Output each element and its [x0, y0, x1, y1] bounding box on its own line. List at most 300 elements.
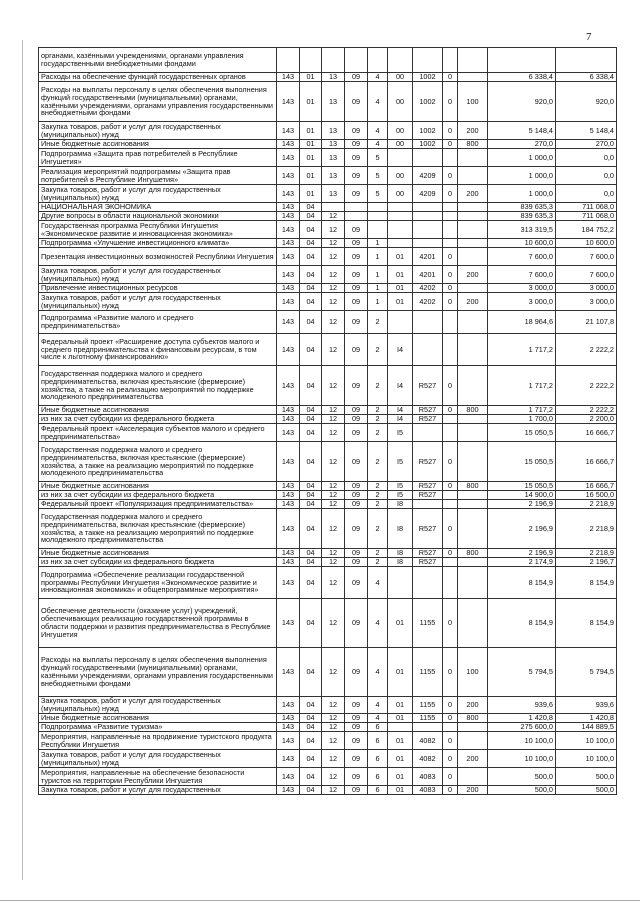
- row-code-cell: 6: [368, 750, 388, 768]
- row-code-cell: 12: [322, 311, 345, 334]
- row-code-cell: I8: [388, 509, 413, 549]
- row-code-cell: 143: [277, 212, 300, 221]
- row-code-cell: [300, 48, 322, 73]
- row-name-cell: Государственная поддержка малого и среднего предпринимательства, включая крестьянские (фермерские) хозяйства, а также на реализацию мероприятий по поддержке молодежного предпринимательства: [39, 442, 277, 482]
- page-bottom-edge: [0, 900, 640, 901]
- row-code-cell: 12: [322, 768, 345, 786]
- row-code-cell: I5: [388, 442, 413, 482]
- row-code-cell: 143: [277, 714, 300, 723]
- row-code-cell: 143: [277, 648, 300, 697]
- row-code-cell: 01: [300, 185, 322, 203]
- table-row: [39, 122, 617, 140]
- row-code-cell: 04: [300, 239, 322, 248]
- row-name-cell: Закупка товаров, работ и услуг для государственных (муниципальных) нужд: [39, 185, 277, 203]
- row-code-cell: R527: [413, 406, 443, 415]
- row-code-cell: 01: [388, 786, 413, 795]
- row-code-cell: R527: [413, 491, 443, 500]
- row-code-cell: 5: [368, 149, 388, 167]
- row-code-cell: [458, 149, 488, 167]
- row-code-cell: 12: [322, 732, 345, 750]
- row-code-cell: 0: [443, 406, 458, 415]
- row-code-cell: 0: [443, 122, 458, 140]
- row-code-cell: 200: [458, 185, 488, 203]
- row-code-cell: 2: [368, 482, 388, 491]
- row-code-cell: [345, 212, 368, 221]
- row-code-cell: 920,0: [556, 82, 617, 122]
- row-code-cell: 09: [345, 558, 368, 567]
- row-code-cell: 09: [345, 366, 368, 406]
- row-code-cell: 4: [368, 73, 388, 82]
- row-code-cell: 0: [443, 284, 458, 293]
- row-name-cell: Иные бюджетные ассигнования: [39, 549, 277, 558]
- row-code-cell: 12: [322, 786, 345, 795]
- row-code-cell: 3 000,0: [556, 284, 617, 293]
- row-code-cell: 1 700,0: [488, 415, 556, 424]
- row-code-cell: 12: [322, 221, 345, 239]
- row-code-cell: [413, 567, 443, 599]
- row-code-cell: 4: [368, 82, 388, 122]
- row-code-cell: 1 420,8: [488, 714, 556, 723]
- row-code-cell: I4: [388, 415, 413, 424]
- row-code-cell: 1002: [413, 140, 443, 149]
- row-code-cell: 200: [458, 697, 488, 714]
- table-row: [39, 732, 617, 750]
- row-code-cell: 16 500,0: [556, 491, 617, 500]
- scan-edge-line: [22, 40, 23, 880]
- row-code-cell: [443, 239, 458, 248]
- row-code-cell: 0: [443, 697, 458, 714]
- row-code-cell: 04: [300, 415, 322, 424]
- row-code-cell: R527: [413, 415, 443, 424]
- row-code-cell: [458, 73, 488, 82]
- row-code-cell: 920,0: [488, 82, 556, 122]
- row-code-cell: 7 600,0: [556, 248, 617, 266]
- row-name-cell: Подпрограмма «Развитие малого и среднего предпринимательства»: [39, 311, 277, 334]
- row-code-cell: 04: [300, 406, 322, 415]
- row-code-cell: 09: [345, 284, 368, 293]
- row-code-cell: 143: [277, 732, 300, 750]
- row-code-cell: [458, 768, 488, 786]
- row-name-cell: Закупка товаров, работ и услуг для государственных (муниципальных) нужд: [39, 697, 277, 714]
- row-code-cell: 04: [300, 714, 322, 723]
- row-code-cell: 00: [388, 167, 413, 185]
- row-code-cell: [458, 509, 488, 549]
- row-name-cell: Государственная поддержка малого и среднего предпринимательства, включая крестьянские (фермерские) хозяйства, а также на реализацию мероприятий по поддержке молодежного предпринимательства: [39, 366, 277, 406]
- row-code-cell: 100: [458, 648, 488, 697]
- row-code-cell: 13: [322, 82, 345, 122]
- row-code-cell: 800: [458, 714, 488, 723]
- row-code-cell: 04: [300, 284, 322, 293]
- row-name-cell: из них за счет субсидии из федерального бюджета: [39, 415, 277, 424]
- row-code-cell: 143: [277, 558, 300, 567]
- table-row: [39, 212, 617, 221]
- row-code-cell: 0: [443, 768, 458, 786]
- row-code-cell: 0: [443, 73, 458, 82]
- row-code-cell: 6 338,4: [488, 73, 556, 82]
- row-code-cell: 13: [322, 167, 345, 185]
- row-code-cell: 15 050,5: [488, 482, 556, 491]
- row-code-cell: 1002: [413, 73, 443, 82]
- table-row: [39, 293, 617, 311]
- row-code-cell: [458, 212, 488, 221]
- row-code-cell: 0: [443, 82, 458, 122]
- row-code-cell: [458, 567, 488, 599]
- row-code-cell: 12: [322, 366, 345, 406]
- row-code-cell: 12: [322, 406, 345, 415]
- row-code-cell: 12: [322, 239, 345, 248]
- row-code-cell: 4209: [413, 185, 443, 203]
- row-code-cell: 2: [368, 558, 388, 567]
- row-code-cell: [458, 558, 488, 567]
- row-code-cell: 5: [368, 167, 388, 185]
- row-code-cell: 2: [368, 442, 388, 482]
- table-row: [39, 750, 617, 768]
- row-code-cell: 2 218,9: [556, 509, 617, 549]
- row-code-cell: 4: [368, 697, 388, 714]
- row-code-cell: 09: [345, 500, 368, 509]
- row-name-cell: Закупка товаров, работ и услуг для государственных (муниципальных) нужд: [39, 266, 277, 284]
- table-row: [39, 697, 617, 714]
- row-code-cell: 143: [277, 599, 300, 648]
- row-name-cell: Мероприятия, направленные на обеспечение безопасности туристов на территории Республики Ингушетия: [39, 768, 277, 786]
- row-code-cell: 7 600,0: [488, 266, 556, 284]
- row-code-cell: 100: [458, 82, 488, 122]
- table-row: [39, 82, 617, 122]
- row-name-cell: Мероприятия, направленные на продвижение туристского продукта Республики Ингушетия: [39, 732, 277, 750]
- row-code-cell: [443, 334, 458, 366]
- table-row: [39, 714, 617, 723]
- table-row: [39, 406, 617, 415]
- row-code-cell: 1 000,0: [488, 149, 556, 167]
- row-code-cell: 2: [368, 500, 388, 509]
- row-code-cell: 8 154,9: [488, 599, 556, 648]
- row-code-cell: 04: [300, 558, 322, 567]
- row-code-cell: 1155: [413, 697, 443, 714]
- row-code-cell: 4202: [413, 284, 443, 293]
- row-code-cell: [388, 149, 413, 167]
- row-name-cell: Федеральный проект «Акселерация субъектов малого и среднего предпринимательства»: [39, 424, 277, 442]
- row-code-cell: 12: [322, 415, 345, 424]
- row-code-cell: 143: [277, 203, 300, 212]
- row-code-cell: 01: [388, 266, 413, 284]
- row-code-cell: 18 964,6: [488, 311, 556, 334]
- row-code-cell: 4082: [413, 750, 443, 768]
- row-code-cell: 01: [300, 167, 322, 185]
- row-code-cell: [443, 149, 458, 167]
- row-code-cell: [458, 167, 488, 185]
- row-code-cell: [458, 442, 488, 482]
- row-code-cell: 09: [345, 723, 368, 732]
- row-code-cell: 500,0: [556, 786, 617, 795]
- row-code-cell: 10 100,0: [488, 732, 556, 750]
- row-code-cell: 7 600,0: [488, 248, 556, 266]
- row-code-cell: [368, 221, 388, 239]
- row-code-cell: [458, 723, 488, 732]
- row-code-cell: 270,0: [488, 140, 556, 149]
- row-code-cell: 09: [345, 311, 368, 334]
- row-code-cell: [458, 599, 488, 648]
- row-code-cell: 4: [368, 140, 388, 149]
- table-row: [39, 221, 617, 239]
- row-name-cell: Государственная программа Республики Ингушетия «Экономическое развитие и инновационная экономика»: [39, 221, 277, 239]
- row-name-cell: Иные бюджетные ассигнования: [39, 482, 277, 491]
- row-code-cell: [556, 48, 617, 73]
- row-code-cell: 04: [300, 366, 322, 406]
- row-code-cell: I4: [388, 334, 413, 366]
- row-code-cell: 4209: [413, 167, 443, 185]
- row-name-cell: органами, казёнными учреждениями, органами управления государственными внебюджетными фондами: [39, 48, 277, 73]
- row-code-cell: 1: [368, 266, 388, 284]
- row-code-cell: 09: [345, 239, 368, 248]
- table-row: [39, 334, 617, 366]
- row-code-cell: 1002: [413, 122, 443, 140]
- row-code-cell: 800: [458, 482, 488, 491]
- row-name-cell: Иные бюджетные ассигнования: [39, 406, 277, 415]
- row-code-cell: 143: [277, 442, 300, 482]
- row-code-cell: 04: [300, 293, 322, 311]
- row-code-cell: [443, 567, 458, 599]
- row-code-cell: 0: [443, 167, 458, 185]
- row-code-cell: I4: [388, 406, 413, 415]
- row-code-cell: 12: [322, 424, 345, 442]
- row-code-cell: [413, 334, 443, 366]
- table-body: [39, 48, 617, 795]
- table-row: [39, 567, 617, 599]
- row-name-cell: Расходы на обеспечение функций государственных органов: [39, 73, 277, 82]
- row-code-cell: [322, 48, 345, 73]
- row-code-cell: 5 794,5: [488, 648, 556, 697]
- row-name-cell: Подпрограмма «Развитие туризма»: [39, 723, 277, 732]
- table-row: [39, 167, 617, 185]
- page-number: 7: [586, 31, 592, 43]
- row-code-cell: [458, 284, 488, 293]
- row-code-cell: 04: [300, 266, 322, 284]
- row-code-cell: I5: [388, 424, 413, 442]
- row-code-cell: 800: [458, 140, 488, 149]
- row-code-cell: 0: [443, 442, 458, 482]
- row-code-cell: 939,6: [488, 697, 556, 714]
- row-code-cell: R527: [413, 558, 443, 567]
- row-name-cell: Расходы на выплаты персоналу в целях обеспечения выполнения функций государственными (муниципальными) органами, казёнными учреждениями, органами управления государственными внебюджетными фондами: [39, 648, 277, 697]
- row-code-cell: 3 000,0: [488, 284, 556, 293]
- row-code-cell: [443, 212, 458, 221]
- row-code-cell: 4201: [413, 266, 443, 284]
- row-code-cell: 2: [368, 509, 388, 549]
- row-code-cell: [458, 248, 488, 266]
- row-code-cell: I8: [388, 549, 413, 558]
- row-name-cell: Иные бюджетные ассигнования: [39, 140, 277, 149]
- row-code-cell: 12: [322, 509, 345, 549]
- row-code-cell: 09: [345, 167, 368, 185]
- row-code-cell: 2 196,9: [488, 500, 556, 509]
- row-code-cell: 1 717,2: [488, 406, 556, 415]
- row-code-cell: 7 600,0: [556, 266, 617, 284]
- row-code-cell: 04: [300, 424, 322, 442]
- row-code-cell: [413, 149, 443, 167]
- row-code-cell: [277, 48, 300, 73]
- row-name-cell: Подпрограмма «Улучшение инвестиционного климата»: [39, 239, 277, 248]
- row-code-cell: 12: [322, 500, 345, 509]
- row-code-cell: 09: [345, 415, 368, 424]
- row-code-cell: 143: [277, 768, 300, 786]
- row-code-cell: 2: [368, 415, 388, 424]
- row-name-cell: Закупка товаров, работ и услуг для государственных (муниципальных) нужд: [39, 293, 277, 311]
- table-row: [39, 203, 617, 212]
- row-code-cell: 143: [277, 122, 300, 140]
- row-code-cell: [388, 203, 413, 212]
- row-code-cell: 09: [345, 149, 368, 167]
- row-code-cell: 12: [322, 648, 345, 697]
- table-row: [39, 248, 617, 266]
- row-code-cell: 12: [322, 549, 345, 558]
- table-row: [39, 648, 617, 697]
- row-code-cell: [458, 221, 488, 239]
- row-code-cell: 5: [368, 185, 388, 203]
- row-code-cell: 09: [345, 732, 368, 750]
- row-code-cell: 2 196,7: [556, 558, 617, 567]
- row-code-cell: 500,0: [556, 768, 617, 786]
- row-code-cell: 4083: [413, 786, 443, 795]
- table-row: [39, 491, 617, 500]
- row-code-cell: 800: [458, 549, 488, 558]
- row-code-cell: 10 100,0: [556, 750, 617, 768]
- row-code-cell: [388, 48, 413, 73]
- row-code-cell: 143: [277, 424, 300, 442]
- row-name-cell: Иные бюджетные ассигнования: [39, 714, 277, 723]
- row-code-cell: 143: [277, 140, 300, 149]
- row-code-cell: 04: [300, 768, 322, 786]
- row-code-cell: 12: [322, 714, 345, 723]
- row-code-cell: 1155: [413, 599, 443, 648]
- row-code-cell: I5: [388, 491, 413, 500]
- row-code-cell: 12: [322, 442, 345, 482]
- table-row: [39, 723, 617, 732]
- row-code-cell: 143: [277, 311, 300, 334]
- row-code-cell: 00: [388, 82, 413, 122]
- row-code-cell: 09: [345, 786, 368, 795]
- row-code-cell: R527: [413, 482, 443, 491]
- row-code-cell: 143: [277, 567, 300, 599]
- row-code-cell: 01: [300, 73, 322, 82]
- row-code-cell: 0: [443, 786, 458, 795]
- table-row: [39, 311, 617, 334]
- row-code-cell: 3 000,0: [556, 293, 617, 311]
- row-code-cell: 0,0: [556, 167, 617, 185]
- row-code-cell: 2 174,9: [488, 558, 556, 567]
- row-code-cell: 12: [322, 558, 345, 567]
- row-code-cell: R527: [413, 549, 443, 558]
- row-code-cell: 6: [368, 732, 388, 750]
- row-code-cell: 0: [443, 293, 458, 311]
- row-code-cell: 04: [300, 723, 322, 732]
- row-code-cell: 6: [368, 723, 388, 732]
- row-code-cell: R527: [413, 442, 443, 482]
- row-code-cell: 4202: [413, 293, 443, 311]
- row-code-cell: 0: [443, 140, 458, 149]
- row-code-cell: 01: [300, 82, 322, 122]
- row-code-cell: 09: [345, 424, 368, 442]
- row-code-cell: [443, 48, 458, 73]
- row-code-cell: I8: [388, 558, 413, 567]
- row-code-cell: 8 154,9: [556, 599, 617, 648]
- row-code-cell: 0: [443, 599, 458, 648]
- row-code-cell: 04: [300, 442, 322, 482]
- row-code-cell: 0: [443, 266, 458, 284]
- row-code-cell: 09: [345, 750, 368, 768]
- row-code-cell: 09: [345, 334, 368, 366]
- row-code-cell: 275 600,0: [488, 723, 556, 732]
- row-code-cell: 12: [322, 491, 345, 500]
- row-code-cell: 2 218,9: [556, 500, 617, 509]
- row-code-cell: [458, 48, 488, 73]
- row-code-cell: 143: [277, 284, 300, 293]
- row-code-cell: [458, 500, 488, 509]
- row-code-cell: [388, 212, 413, 221]
- row-code-cell: 09: [345, 599, 368, 648]
- row-name-cell: из них за счет субсидии из федерального бюджета: [39, 558, 277, 567]
- row-code-cell: [458, 424, 488, 442]
- row-code-cell: 01: [388, 697, 413, 714]
- row-code-cell: 12: [322, 212, 345, 221]
- row-code-cell: 12: [322, 723, 345, 732]
- row-code-cell: 0: [443, 366, 458, 406]
- table-row: [39, 509, 617, 549]
- row-code-cell: 313 319,5: [488, 221, 556, 239]
- row-code-cell: 12: [322, 599, 345, 648]
- row-code-cell: 12: [322, 697, 345, 714]
- row-code-cell: 13: [322, 122, 345, 140]
- row-code-cell: [458, 415, 488, 424]
- row-code-cell: 143: [277, 697, 300, 714]
- row-code-cell: 1: [368, 293, 388, 311]
- table-row: [39, 558, 617, 567]
- row-code-cell: 500,0: [488, 786, 556, 795]
- table-row: [39, 549, 617, 558]
- row-code-cell: 04: [300, 334, 322, 366]
- row-code-cell: 200: [458, 293, 488, 311]
- row-code-cell: 711 068,0: [556, 203, 617, 212]
- row-code-cell: 2: [368, 334, 388, 366]
- row-code-cell: 01: [388, 284, 413, 293]
- row-code-cell: 143: [277, 239, 300, 248]
- row-code-cell: 09: [345, 293, 368, 311]
- row-code-cell: 04: [300, 500, 322, 509]
- row-code-cell: 04: [300, 221, 322, 239]
- row-code-cell: 143: [277, 221, 300, 239]
- row-code-cell: 01: [300, 122, 322, 140]
- row-code-cell: 04: [300, 648, 322, 697]
- row-code-cell: 200: [458, 266, 488, 284]
- row-code-cell: [413, 239, 443, 248]
- row-code-cell: [458, 491, 488, 500]
- table-row: [39, 185, 617, 203]
- row-code-cell: 16 666,7: [556, 442, 617, 482]
- row-code-cell: [443, 424, 458, 442]
- row-code-cell: [388, 567, 413, 599]
- row-code-cell: 200: [458, 786, 488, 795]
- row-name-cell: Федеральный проект «Популяризация предпринимательства»: [39, 500, 277, 509]
- row-code-cell: 0: [443, 714, 458, 723]
- row-code-cell: [413, 500, 443, 509]
- row-code-cell: 143: [277, 366, 300, 406]
- row-code-cell: [413, 212, 443, 221]
- row-code-cell: 4: [368, 714, 388, 723]
- row-name-cell: Обеспечение деятельности (оказание услуг) учреждений, обеспечивающих реализацию государственной программы в области поддержки и развития предпринимательства в Республике Ингушетия: [39, 599, 277, 648]
- row-code-cell: 16 666,7: [556, 482, 617, 491]
- row-code-cell: 1155: [413, 648, 443, 697]
- row-code-cell: 09: [345, 248, 368, 266]
- row-code-cell: [443, 203, 458, 212]
